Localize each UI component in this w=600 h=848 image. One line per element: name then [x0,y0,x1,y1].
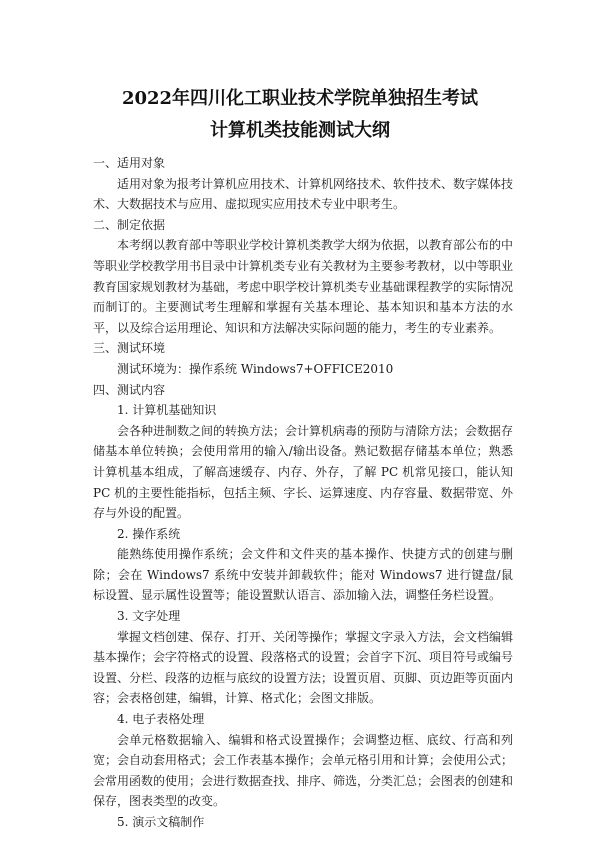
document-body [93,153,513,833]
paragraph: 会各种进制数之间的转换方法；会计算机病毒的预防与清除方法；会数据存储基本单位转换；会使用常用的输入/输出设备。熟记数据存储基本单位；熟悉计算机基本组成，了解高速缓存、内存、外存，了解 PC 机常见接口，能认知 PC 机的主要性能指标，包括主频、字长、运算速度、内存容量、数据带宽、外存与外设的配置。 [93,423,514,521]
paragraph: 测试环境为：操作系统 Windows7+OFFICE2010 [117,361,394,376]
subsection-heading: 1. 计算机基础知识 [117,403,217,418]
section-heading: 一、适用对象 [93,156,166,170]
paragraph: 能熟练使用操作系统；会文件和文件夹的基本操作、快捷方式的创建与删除；会在 Windows7 系统中安装并卸载软件；能对 Windows7 进行键盘/鼠标设置、显示属性设置等；能设置默认语言、添加输入法，调整任务栏设置。 [93,547,513,603]
document-subtitle: 计算机类技能测试大纲 [210,120,390,141]
subsection-heading: 2. 操作系统 [117,526,181,541]
paragraph: 掌握文档创建、保存、打开、关闭等操作；掌握文字录入方法，会文档编辑基本操作；会字符格式的设置、段落格式的设置；会首字下沉、项目符号或编号设置、分栏、段落的边框与底纹的设置方法；设置页眉、页脚、页边距等页面内容；会表格创建，编辑，计算、格式化；会图文排版。 [93,629,514,706]
paragraph: 本考纲以教育部中等职业学校计算机类教学大纲为依据，以教育部公布的中等职业学校教学用书目录中计算机类专业有关教材为主要参考教材，以中等职业教育国家规划教材为基础，考虑中职学校计算机类专业基础课程教学的实际情况而制订的。主要测试考生理解和掌握有关基本理论、基本知识和基本方法的水平，以及综合运用理论、知识和方法解决实际问题的能力，考生的专业素养。 [93,238,514,335]
section-heading: 三、测试环境 [93,341,166,356]
subsection-heading: 5. 演示文稿制作 [117,815,205,829]
document-title: 2022年四川化工职业技术学院单独招生考试 [121,88,479,109]
section-heading: 四、测试内容 [93,382,166,397]
paragraph: 适用对象为报考计算机应用技术、计算机网络技术、软件技术、数字媒体技术、大数据技术与应用、虚拟现实应用技术专业中职考生。 [93,176,514,212]
section-heading: 二、制定依据 [93,217,166,232]
subsection-heading: 4. 电子表格处理 [117,712,205,727]
paragraph: 会单元格数据输入、编辑和格式设置操作；会调整边框、底纹、行高和列宽；会自动套用格式；会工作表基本操作；会单元格引用和计算；会使用公式；会常用函数的使用；会进行数据查找、排序、筛选，分类汇总；会图表的创建和保存，图表类型的改变。 [93,732,514,809]
subsection-heading: 3. 文字处理 [117,609,181,624]
